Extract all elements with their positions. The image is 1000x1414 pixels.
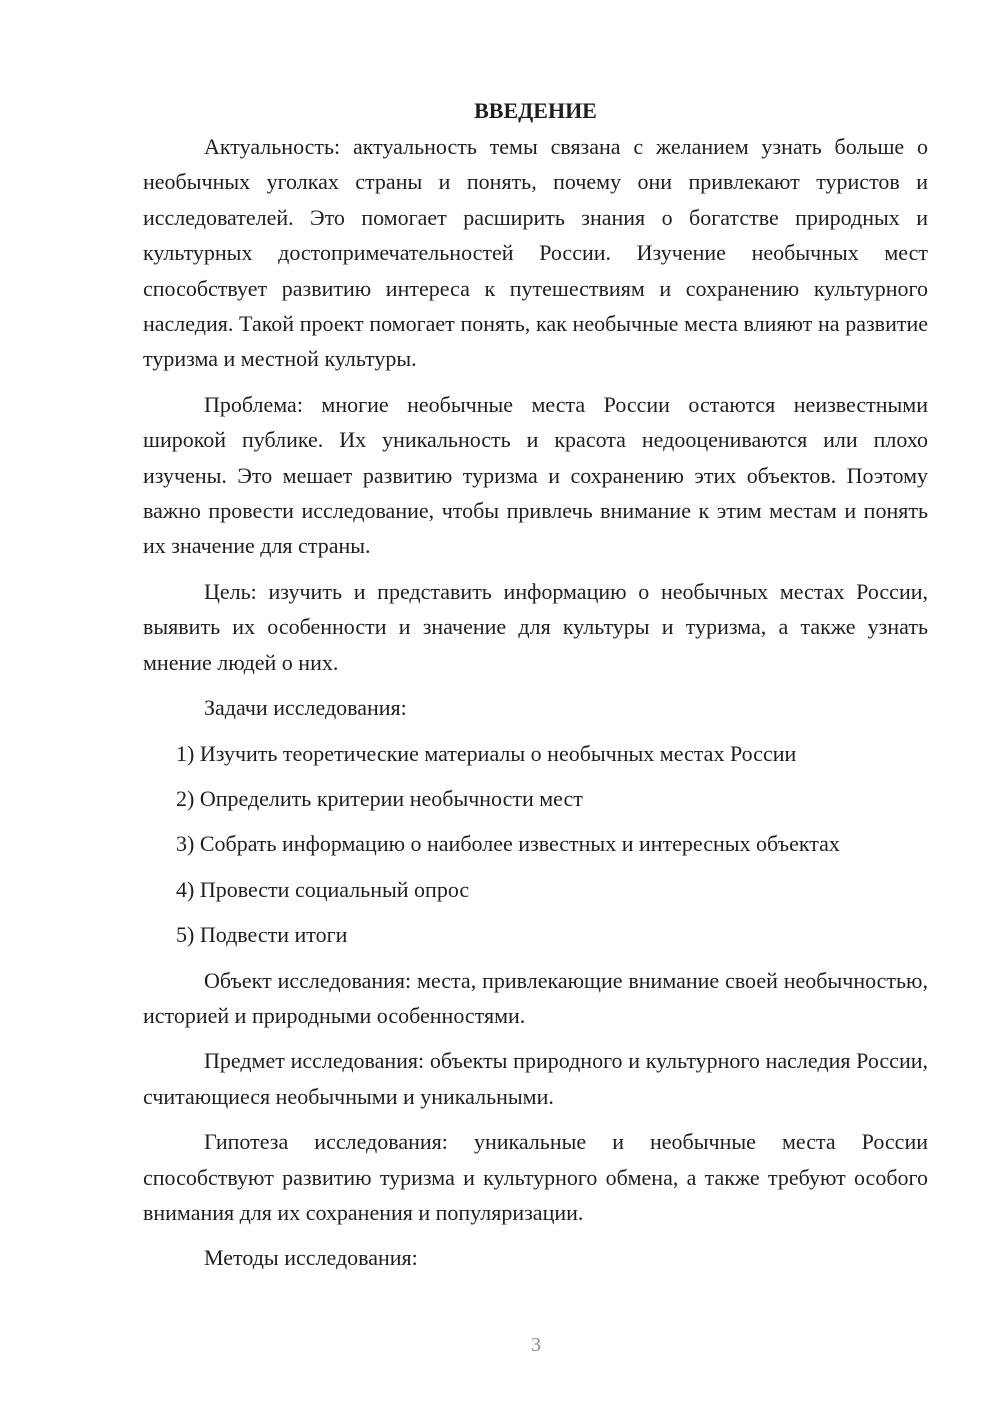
task-item-2: 2) Определить критерии необычности мест: [176, 785, 583, 811]
hypothesis-paragraph: Гипотеза исследования: уникальные и необычные места России способствуют развитию туризма и культурного обмена, а также требуют особого внимания для их сохранения и популяризации.: [143, 1129, 928, 1225]
document-page: [143, 93, 928, 1286]
page-title: ВВЕДЕНИЕ: [474, 98, 597, 123]
problem-paragraph: Проблема: многие необычные места России остаются неизвестными широкой публике. Их уникальность и красота недооцениваются или плохо изучены. Это мешает развитию туризма и сохранению этих объектов. Поэтому важно провести исследование, чтобы привлечь внимание к этим местам и понять их значение для страны.: [143, 391, 928, 559]
task-item-5: 5) Подвести итоги: [176, 922, 348, 948]
page-number: 3: [531, 1334, 541, 1356]
goal-paragraph: Цель: изучить и представить информацию о необычных местах России, выявить их особенности и значение для культуры и туризма, а также узнать мнение людей о них.: [143, 578, 928, 675]
object-paragraph: Объект исследования: места, привлекающие внимание своей необычностью, историей и природными особенностями.: [143, 967, 928, 1028]
methods-heading: Методы исследования:: [204, 1245, 418, 1271]
task-item-4: 4) Провести социальный опрос: [176, 876, 470, 902]
relevance-paragraph: Актуальность: актуальность темы связана с желанием узнать больше о необычных уголках страны и понять, почему они привлекают туристов и исследователей. Это помогает расширить знания о богатстве природных и культурных достопримечательностей России. Изучение необычных мест способствует развитию интереса к путешествиям и сохранению культурного наследия. Такой проект помогает понять, как необычные места влияют на развитие туризма и местной культуры.: [143, 134, 928, 372]
subject-paragraph: Предмет исследования: объекты природного и культурного наследия России, считающиеся необычными и уникальными.: [143, 1048, 928, 1109]
task-item-1: 1) Изучить теоретические материалы о необычных местах России: [176, 740, 797, 766]
tasks-heading: Задачи исследования:: [204, 695, 407, 721]
task-item-3: 3) Собрать информацию о наиболее известных и интересных объектах: [176, 831, 840, 857]
